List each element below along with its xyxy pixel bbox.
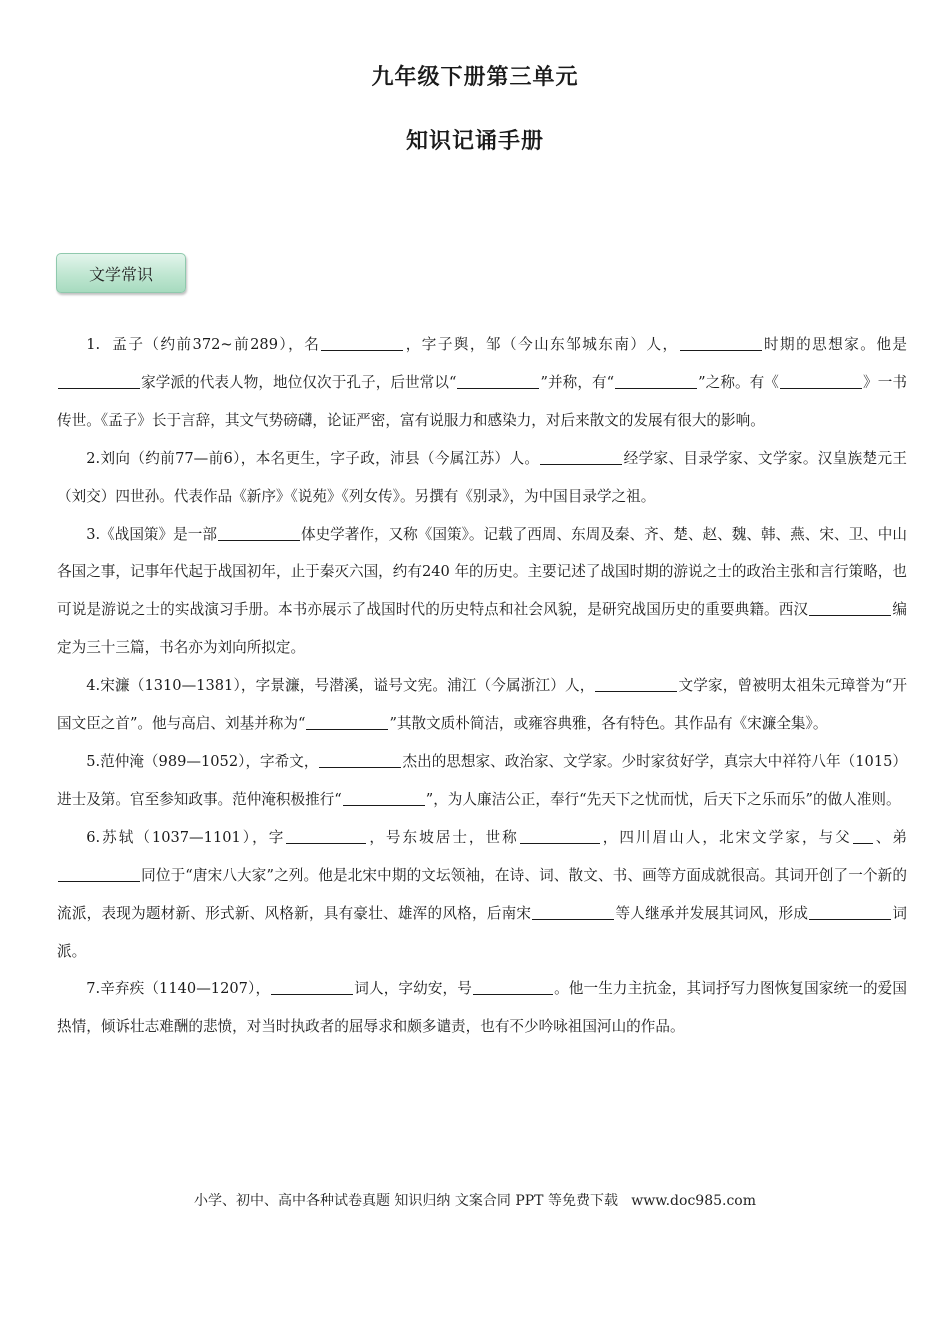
fill-blank[interactable] — [540, 448, 622, 464]
item-text: ”其散文质朴简洁，或雍容典雅，各有特色。其作品有《宋濂全集》。 — [389, 715, 828, 733]
item-text: 词派。 — [57, 904, 907, 960]
item-text: 1. 孟子（约前372~前289），名 — [86, 336, 321, 353]
fill-blank[interactable] — [853, 827, 873, 843]
fill-blank[interactable] — [520, 827, 600, 843]
fill-blank[interactable] — [457, 373, 539, 389]
item-text: 体史学著作，又称《国策》。记载了西周、东周及秦、齐、楚、赵、魏、韩、燕、宋、卫、中山各国之事，记事年代起于战国初年，止于秦灭六国，约有240 年的历史。主要记述了战国时期的游说之士的政治主张和言行策略，也可说是游说之士的实战演习手册。本书亦展示了战国时代的历史特点和社会风貌，是研究战国历史的重要典籍。西汉 — [57, 525, 907, 619]
fill-blank[interactable] — [271, 979, 353, 995]
item-text: 4.宋濂（1310—1381），字景濂，号潜溪，谥号文宪。浦江（今属浙江）人， — [86, 677, 595, 695]
fill-blank[interactable] — [319, 752, 401, 768]
fill-blank[interactable] — [532, 903, 614, 919]
item-text: 同位于“唐宋八大家”之列。他是北宋中期的文坛领袖，在诗、词、散文、书、画等方面成就很高。其词开创了一个新的流派，表现为题材新、形式新、风格新，具有豪壮、雄浑的风格，后南宋 — [57, 866, 907, 922]
fill-blank[interactable] — [343, 790, 425, 806]
item-text: 经学家、目录学家、文学家。汉皇族楚元王（刘交）四世孙。代表作品《新序》《说苑》《列女传》。另撰有《别录》，为中国目录学之祖。 — [57, 449, 907, 505]
document-title: 九年级下册第三单元 — [371, 65, 579, 90]
item-text: 等人继承并发展其词风，形成 — [615, 904, 809, 922]
item-3-zhanguoce — [57, 516, 907, 668]
item-text: 词人，字幼安，号 — [354, 980, 472, 998]
fill-blank[interactable] — [595, 676, 677, 692]
item-text: 6.苏轼（1037—1101），字 — [86, 828, 286, 846]
item-1-mencius — [57, 326, 907, 440]
item-text: 5.范仲淹（989—1052），字希文， — [86, 752, 319, 770]
document-subtitle: 知识记诵手册 — [405, 129, 544, 154]
fill-blank[interactable] — [780, 373, 862, 389]
item-text: 杰出的思想家、政治家、文学家。少时家贫好学，真宗大中祥符八年（1015）进士及第。官至参知政事。范仲淹积极推行“ — [57, 752, 907, 808]
page-footer: 小学、初中、高中各种试卷真题 知识归纳 文案合同 PPT 等免费下载 www.doc985.com — [193, 1193, 756, 1209]
item-7-xin-qiji — [57, 970, 907, 1046]
item-text: 时期的思想家。他是 — [762, 336, 907, 353]
fill-blank[interactable] — [58, 373, 140, 389]
item-text: 。他一生力主抗金，其词抒写力图恢复国家统一的爱国热情，倾诉壮志难酬的悲愤，对当时执政者的屈辱求和颇多谴责，也有不少吟咏祖国河山的作品。 — [57, 980, 907, 1036]
fill-blank[interactable] — [321, 335, 403, 351]
fill-blank[interactable] — [615, 373, 697, 389]
item-text: ”并称，有“ — [540, 373, 615, 391]
fill-blank[interactable] — [306, 714, 388, 730]
fill-blank[interactable] — [809, 600, 891, 616]
item-text: 文学家，曾被明太祖朱元璋誉为“开国文臣之首”。他与高启、刘基并称为“ — [57, 677, 907, 733]
item-text: ，号东坡居士，世称 — [367, 828, 519, 846]
item-6-su-shi — [57, 819, 907, 971]
fill-blank[interactable] — [58, 865, 140, 881]
item-text: 2.刘向（约前77—前6），本名更生，字子政，沛县（今属江苏）人。 — [86, 449, 540, 467]
item-text: ”之称。有《 — [698, 373, 779, 391]
item-text: 、弟 — [873, 828, 907, 846]
item-2-liu-xiang — [57, 440, 907, 516]
item-text: 编定为三十三篇，书名亦为刘向所拟定。 — [57, 601, 907, 657]
item-text: ”，为人廉洁公正，奉行“先天下之忧而忧，后天下之乐而乐”的做人准则。 — [425, 790, 901, 808]
fill-blank[interactable] — [473, 979, 553, 995]
fill-blank[interactable] — [680, 335, 762, 351]
item-5-fan-zhongyan — [57, 743, 907, 819]
fill-blank[interactable] — [286, 827, 366, 843]
item-text: 7.辛弃疾（1140—1207）， — [86, 980, 271, 998]
fill-blank[interactable] — [218, 524, 300, 540]
item-text: 3.《战国策》是一部 — [86, 525, 217, 543]
item-text: 》一书传世。《孟子》长于言辞，其文气势磅礴，论证严密，富有说服力和感染力，对后来散文的发展有很大的影响。 — [57, 373, 907, 429]
content-body — [57, 326, 907, 1046]
item-text: ，四川眉山人，北宋文学家，与父 — [600, 828, 852, 846]
item-text: ，字子舆，邹（今山东邹城东南）人， — [404, 336, 679, 353]
fill-blank[interactable] — [809, 903, 891, 919]
item-text: 家学派的代表人物，地位仅次于孔子，后世常以“ — [141, 373, 457, 391]
section-badge-literary-knowledge: 文学常识 — [56, 253, 186, 293]
item-4-song-lian — [57, 667, 907, 743]
